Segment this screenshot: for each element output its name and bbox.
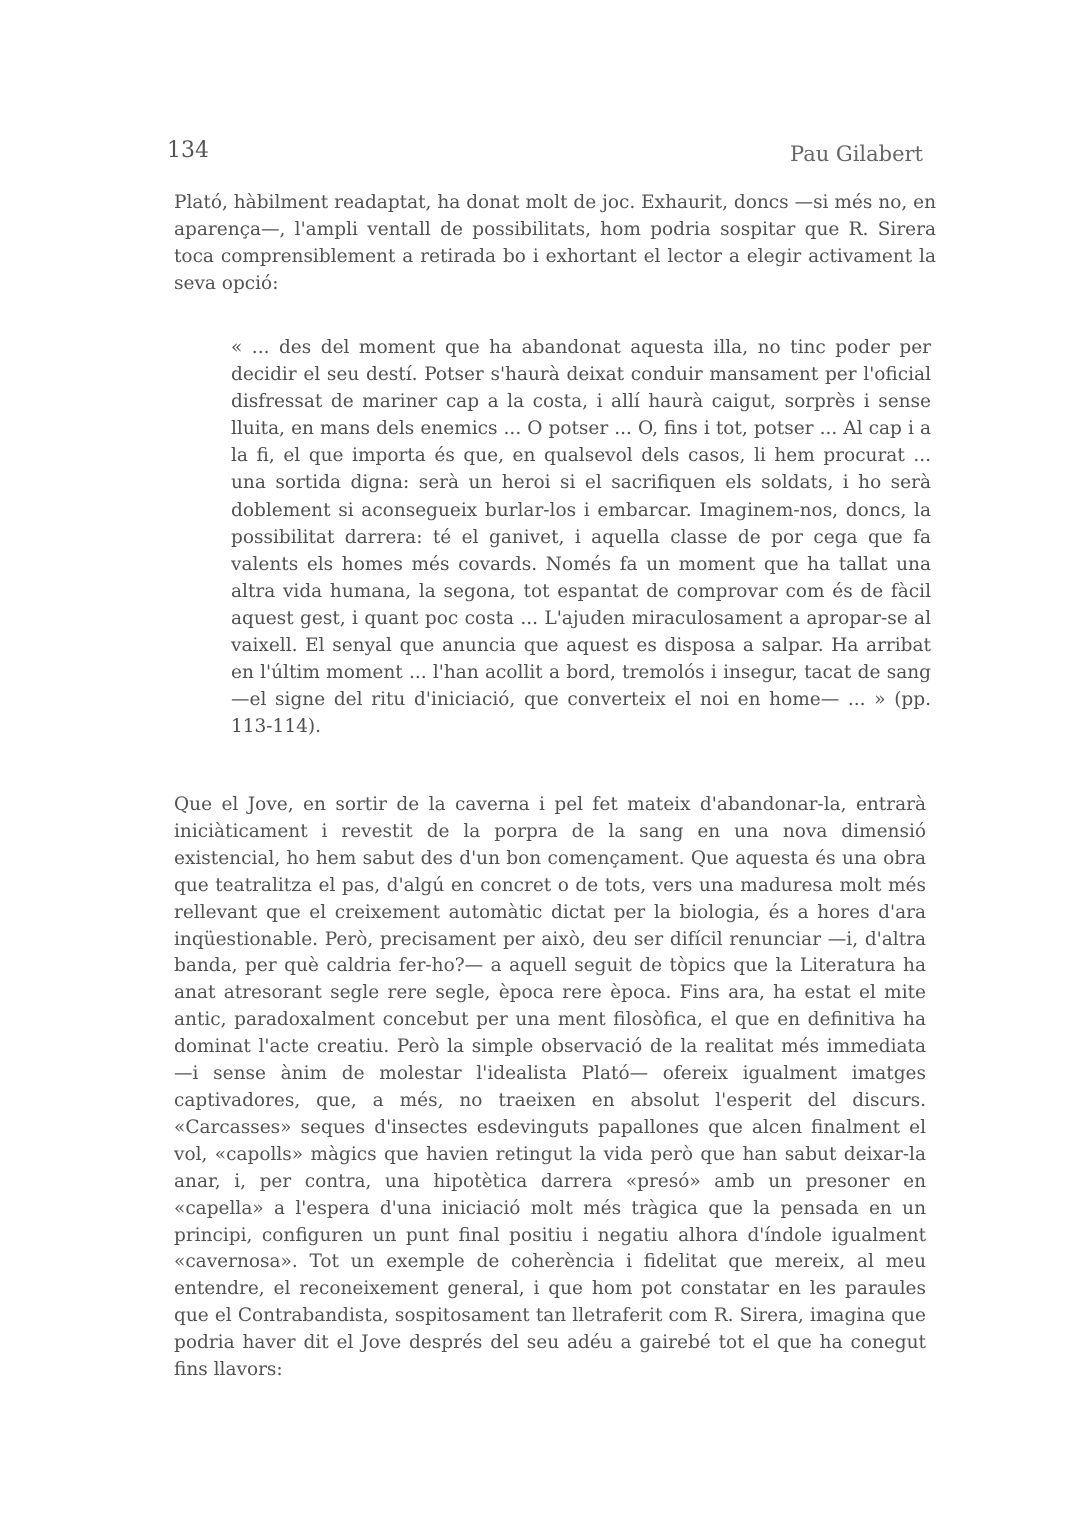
page-number: 134 — [167, 138, 209, 163]
block-quote: « ... des del moment que ha abandonat aquesta illa, no tinc poder per decidir el seu destí. Potser s'haurà deixat conduir mansament per l'oficial disfressat de mariner cap a la costa, i allí haurà caigut, sorprès i sense lluita, en mans dels enemics ... O potser ... O, fins i tot, potser ... Al cap i a la fi, el que importa és que, en qualsevol dels casos, li hem procurat ... una sortida digna: serà un heroi si el sacrifiquen els soldats, i ho serà doblement si aconsegueix burlar-los i embarcar. Imaginem-nos, doncs, la possibilitat darrera: té el ganivet, i aquella classe de por cega que fa valents els homes més covards. Només fa un moment que ha tallat una altra vida humana, la segona, tot espantat de comprovar com és de fàcil aquest gest, i quant poc costa ... L'ajuden miraculosament a apropar-se al vaixell. El senyal que anuncia que aquest es disposa a salpar. Ha arribat en l'últim moment ... l'han acollit a bord, tremolós i insegur, tacat de sang —el signe del ritu d'iniciació, que converteix el noi en home— ... » (pp. 113-114). — [231, 337, 931, 738]
body-paragraph-2: Que el Jove, en sortir de la caverna i pel fet mateix d'abandonar-la, entrarà iniciàticament i revestit de la porpra de la sang en una nova dimensió existencial, ho hem sabut des d'un bon començament. Que aquesta és una obra que teatralitza el pas, d'algú en concret o de tots, vers una maduresa molt més rellevant que el creixement automàtic dictat per la biologia, és a hores d'ara inqüestionable. Però, precisament per això, deu ser difícil renunciar —i, d'altra banda, per què caldria fer-ho?— a aquell seguit de tòpics que la Literatura ha anat atresorant segle rere segle, època rere època. Fins ara, ha estat el mite antic, paradoxalment concebut per una ment filosòfica, el que en definitiva ha dominat l'acte creatiu. Però la simple observació de la realitat més immediata —i sense ànim de molestar l'idealista Plató— ofereix igualment imatges captivadores, que, a més, no traeixen en absolut l'esperit del discurs. «Carcasses» seques d'insectes esdevinguts papallones que alcen finalment el vol, «capolls» màgics que havien retingut la vida però que han sabut deixar-la anar, i, per contra, una hipotètica darrera «presó» amb un presoner en «capella» a l'espera d'una iniciació molt més tràgica que la pensada en un principi, configuren un punt final positiu i negatiu alhora d'índole igualment «cavernosa». Tot un exemple de coherència i fidelitat que mereix, al meu entendre, el reconeixement general, i que hom pot constatar en les paraules que el Contrabandista, sospitosament tan lletraferit com R. Sirera, imagina que podria haver dit el Jove després del seu adéu a gairebé tot el que ha conegut fins llavors: — [174, 794, 926, 1381]
body-paragraph-1: Plató, hàbilment readaptat, ha donat molt de joc. Exhaurit, doncs —si més no, en aparença—, l'ampli ventall de possibilitats, hom podria sospitar que R. Sirera toca comprensiblement a retirada bo i exhortant el lector a elegir activament la seva opció: — [174, 192, 936, 294]
running-head-author: Pau Gilabert — [790, 142, 923, 166]
